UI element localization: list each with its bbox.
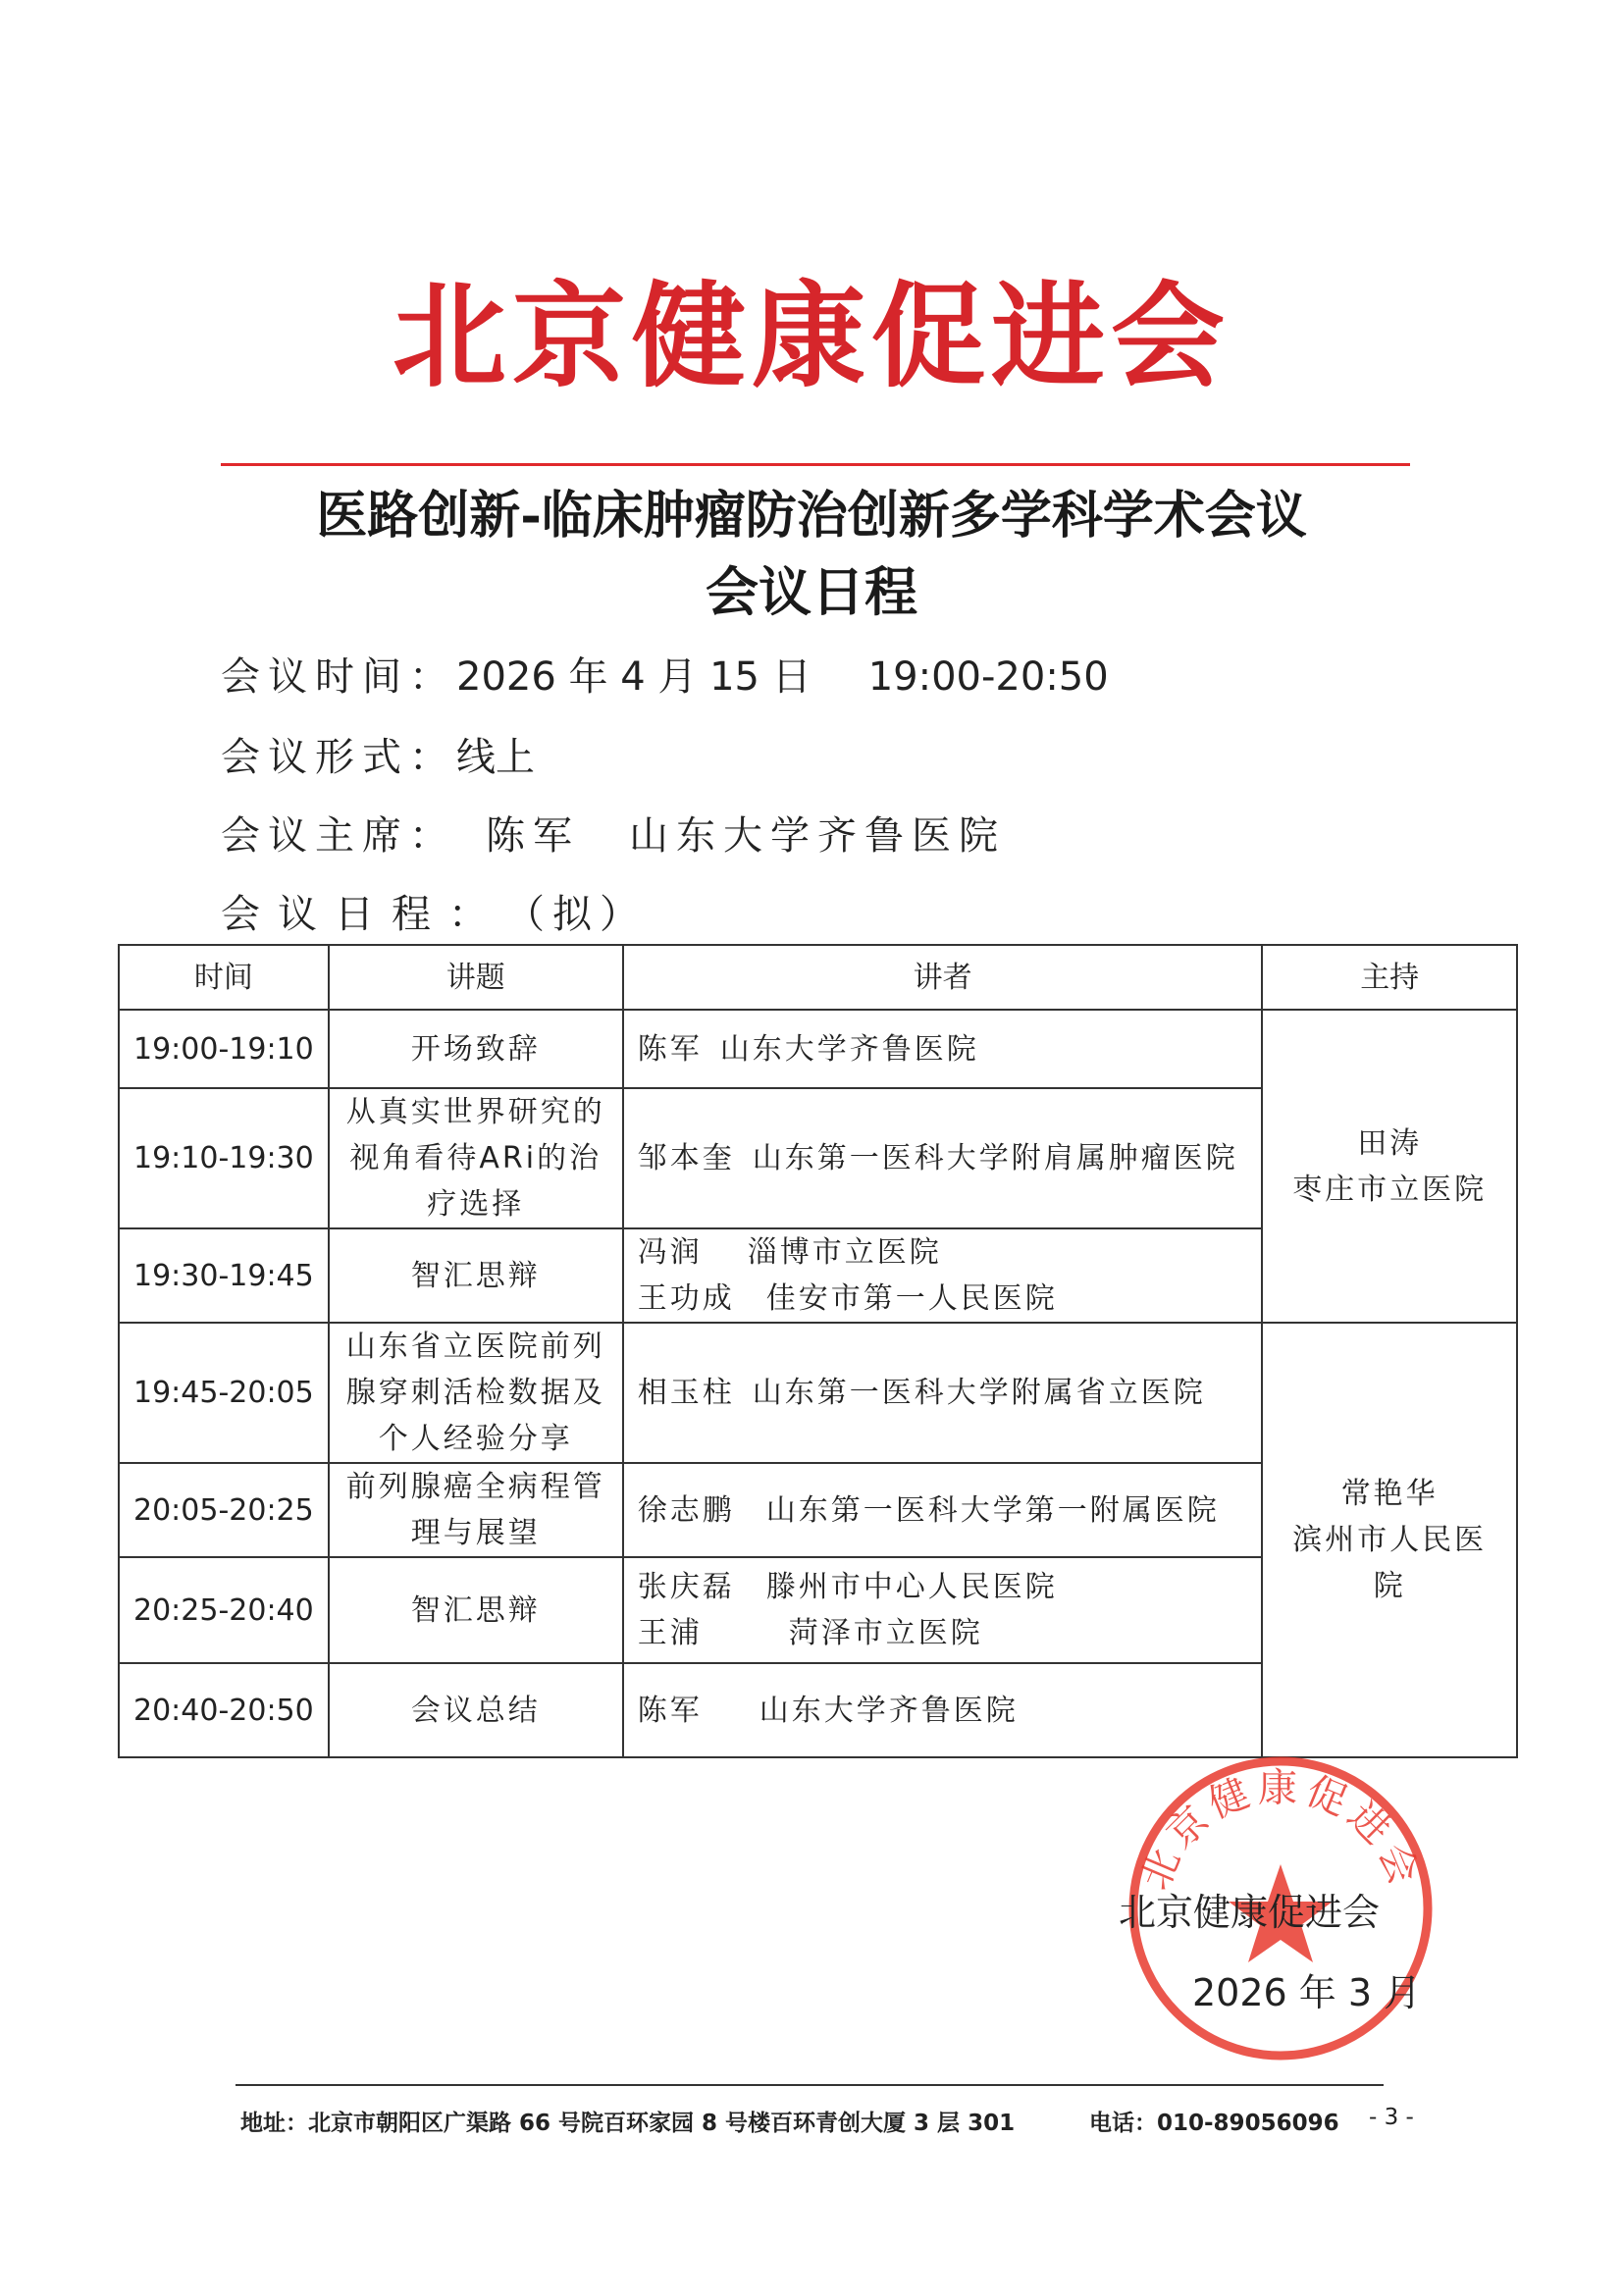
row-speaker [623, 1323, 1263, 1463]
letterhead-red-rule [221, 463, 1410, 466]
speaker-org: 菏泽市立医院 [788, 1616, 983, 1650]
host-name: 田涛 [1357, 1125, 1423, 1161]
row-speaker [623, 1010, 1263, 1088]
speaker-name: 陈军 [637, 1693, 703, 1728]
speaker-org: 淄博市立医院 [747, 1235, 942, 1270]
table-header-row [119, 945, 1517, 1010]
table-row [119, 1010, 1517, 1088]
letterhead-org-name: 北京健康促进会 [393, 270, 1230, 403]
speaker-name: 邹本奎 [637, 1141, 735, 1175]
footer-phone: 电话：010-89056096 [1089, 2111, 1339, 2136]
meeting-chair-label: 会议主席： [221, 813, 456, 859]
table-row [119, 1323, 1517, 1463]
row-topic: 智汇思辩 [329, 1557, 623, 1663]
host-org: 滨州市人民医院 [1292, 1523, 1488, 1603]
meeting-format-value: 线上 [456, 735, 535, 780]
signature-date: 2026 年 3 月 [1192, 1971, 1422, 2014]
meeting-chair-name: 陈军 [486, 813, 580, 859]
host-cell [1262, 1010, 1517, 1323]
meeting-format-line [221, 735, 535, 780]
speaker-name: 张庆磊 [637, 1570, 735, 1604]
host-org: 枣庄市立医院 [1292, 1172, 1488, 1207]
meeting-chair-org: 山东大学齐鲁医院 [629, 813, 1006, 859]
host-name: 常艳华 [1340, 1477, 1439, 1511]
row-time: 20:05-20:25 [119, 1463, 329, 1557]
footer-rule [236, 2084, 1384, 2086]
speaker-name: 王功成 [637, 1281, 735, 1316]
speaker-name: 相玉柱 [637, 1376, 735, 1410]
header-speaker: 讲者 [623, 945, 1263, 1010]
speaker-org: 滕州市中心人民医院 [765, 1570, 1058, 1604]
meeting-chair-line [221, 813, 1006, 859]
row-speaker [623, 1463, 1263, 1557]
host-cell [1262, 1323, 1517, 1757]
row-topic: 会议总结 [329, 1663, 623, 1757]
speaker-org: 山东第一医科大学附属省立医院 [752, 1376, 1206, 1410]
speaker-org: 山东第一医科大学第一附属医院 [765, 1492, 1220, 1528]
signature-org: 北京健康促进会 [1119, 1891, 1381, 1934]
row-time: 19:30-19:45 [119, 1228, 329, 1323]
speaker-org: 山东大学齐鲁医院 [719, 1031, 979, 1067]
header-topic: 讲题 [329, 945, 623, 1010]
row-topic: 前列腺癌全病程管理与展望 [329, 1463, 623, 1557]
row-time: 19:10-19:30 [119, 1088, 329, 1228]
speaker-name: 王浦 [637, 1616, 703, 1650]
meeting-time-line [221, 654, 1109, 700]
row-topic: 山东省立医院前列腺穿刺活检数据及个人经验分享 [329, 1323, 623, 1463]
meeting-time-range: 19:00-20:50 [867, 654, 1109, 700]
row-time: 20:40-20:50 [119, 1663, 329, 1757]
row-time: 19:45-20:05 [119, 1323, 329, 1463]
row-topic: 从真实世界研究的视角看待ARi的治疗选择 [329, 1088, 623, 1228]
row-topic: 开场致辞 [329, 1010, 623, 1088]
row-speaker [623, 1088, 1263, 1228]
speaker-name: 徐志鹏 [637, 1492, 735, 1528]
speaker-org: 山东第一医科大学附肩属肿瘤医院 [752, 1141, 1238, 1175]
row-speaker [623, 1228, 1263, 1323]
row-speaker [623, 1557, 1263, 1663]
header-host: 主持 [1262, 945, 1517, 1010]
row-speaker [623, 1663, 1263, 1757]
footer-page-number: - 3 - [1369, 2105, 1414, 2130]
row-time: 20:25-20:40 [119, 1557, 329, 1663]
row-time: 19:00-19:10 [119, 1010, 329, 1088]
document-subtitle: 会议日程 [706, 560, 917, 623]
meeting-time-label: 会议时间： [221, 654, 456, 700]
meeting-date: 2026 年 4 月 15 日 [456, 654, 812, 700]
speaker-org: 佳安市第一人民医院 [765, 1281, 1058, 1316]
speaker-name: 陈军 [637, 1031, 703, 1067]
header-time: 时间 [119, 945, 329, 1010]
meeting-agenda-line [221, 892, 647, 937]
seal-text: 北京健康促进会 [1132, 1765, 1429, 1897]
footer-address: 地址：北京市朝阳区广渠路 66 号院百环家园 8 号楼百环青创大厦 3 层 301 [240, 2111, 1016, 2136]
document-title: 医路创新-临床肿瘤防治创新多学科学术会议 [316, 486, 1307, 546]
speaker-name: 冯润 [637, 1235, 703, 1270]
row-topic: 智汇思辩 [329, 1228, 623, 1323]
meeting-agenda-label: 会议日程： [221, 892, 505, 937]
meeting-format-label: 会议形式： [221, 735, 456, 780]
speaker-org: 山东大学齐鲁医院 [759, 1693, 1019, 1728]
meeting-agenda-note: （拟） [505, 892, 647, 937]
schedule-table [118, 944, 1518, 1758]
